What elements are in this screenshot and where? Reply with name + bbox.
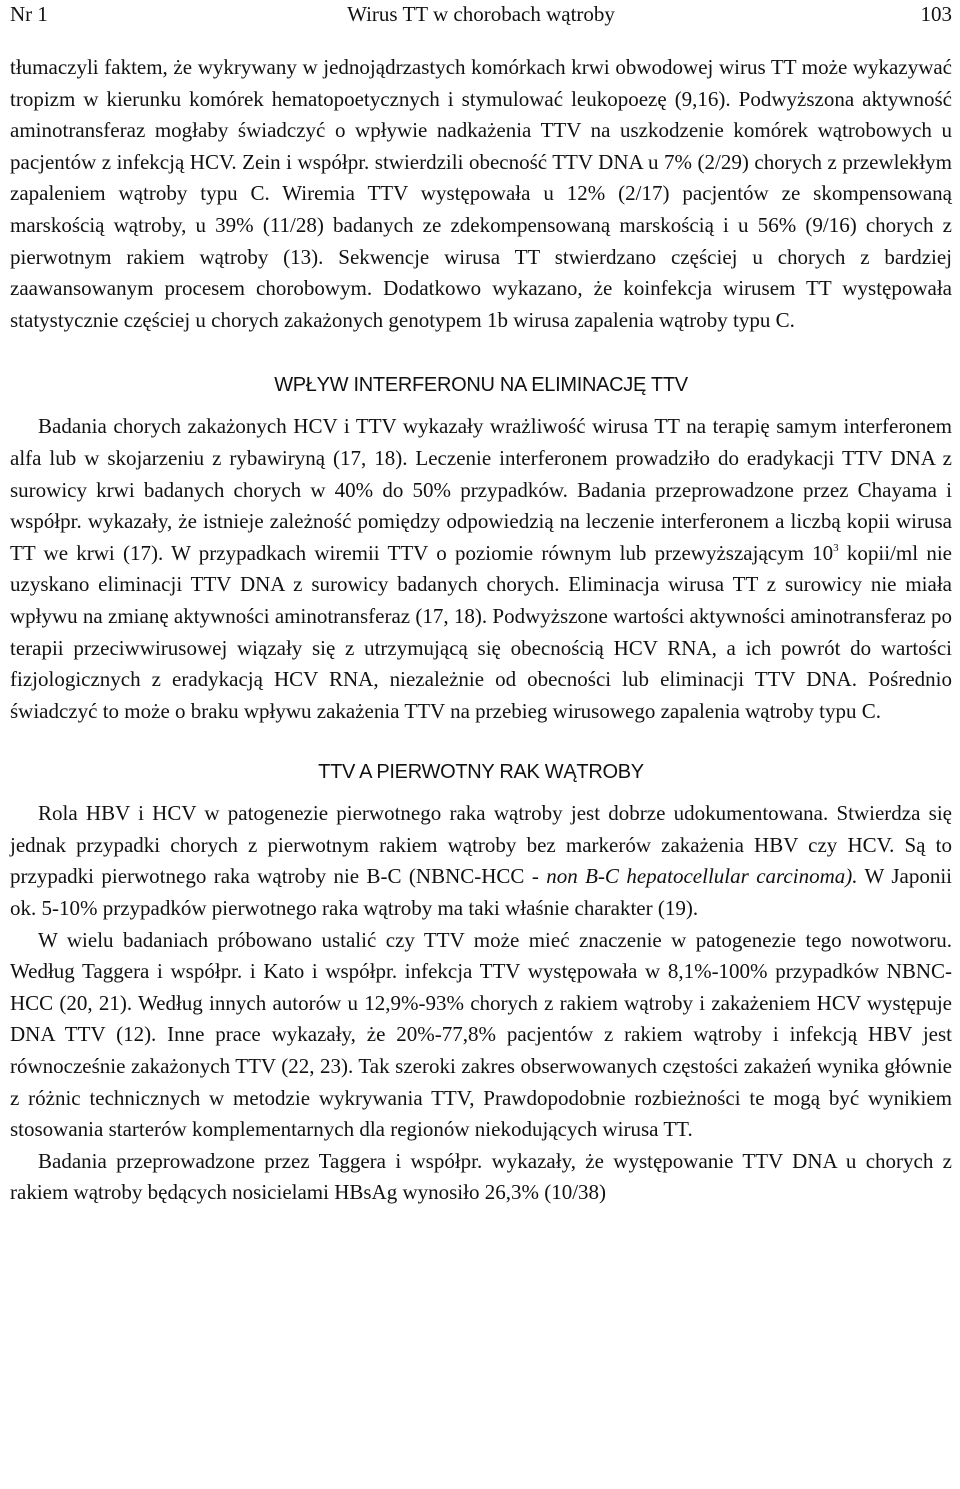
rak-p1-text-part2: W Japonii ok. 5-10% przypadków pierwotnego raka wątroby ma taki właśnie charakter (19). [10, 864, 952, 921]
page-number: 103 [920, 2, 952, 26]
intro-paragraph: tłumaczyli faktem, że wykrywany w jednojądrzastych komórkach krwi obwodowej wirus TT może wykazywać tropizm w kierunku komórek hematopoetycznych i stymulować leukopoezę (9,16). Podwyższona aktywność aminotransferaz mogłaby świadczyć o wpływie nadkażenia TTV na uszkodzenie komórek wątrobowych u pacjentów z infekcją HCV. Zein i współpr. stwierdzili obecność TTV DNA u 7% (2/29) chorych z przewlekłym zapaleniem wątroby typu C. Wiremia TTV występowała u 12% (2/17) pacjentów ze skompensowaną marskością wątroby, u 39% (11/28) badanych ze zdekompensowaną marskością i u 56% (9/16) chorych z pierwotnym rakiem wątroby (13). Sekwencje wirusa TT stwierdzano częściej u chorych z bardziej zaawansowanym procesem chorobowym. Dodatkowo wykazano, że koinfekcja wirusem TT występowała statystycznie częściej u chorych zakażonych genotypem 1b wirusa zapalenia wątroby typu C. [10, 55, 952, 332]
rak-paragraph-2: W wielu badaniach próbowano ustalić czy TTV może mieć znaczenie w patogenezie tego nowotworu. Według Taggera i współpr. i Kato i współpr. infekcja TTV występowała w 8,1%-100% przypadków NBNC-HCC (20, 21). Według innych autorów u 12,9%-93% chorych z rakiem wątroby i zakażeniem HCV występuje DNA TTV (12). Inne prace wykazały, że 20%-77,8% pacjentów z rakiem wątroby i infekcją HBV jest równocześnie zakażonych TTV (22, 23). Tak szeroki zakres obserwowanych częstości zakażeń wynika głównie z różnic technicznych w metodzie wykrywania TTV, Prawdopodobnie rozbieżności te mogą być wynikiem stosowania starterów komplementarnych dla regionów niekodujących wirusa TT. [10, 927, 952, 1142]
running-title: Wirus TT w chorobach wątroby [347, 2, 615, 26]
rak-p1-italic-term: non B-C hepatocellular carcinoma). [546, 864, 858, 889]
exponent-superscript: 3 [833, 541, 839, 554]
document-page [10, 0, 952, 1209]
interferon-text-part2: kopii/ml nie uzyskano eliminacji TTV DNA z surowicy badanych chorych. Eliminacja wirusa TT z surowicy nie miała wpływu na zmianę aktywności aminotransferaz (17, 18). Podwyższone wartości aktywności aminotransferaz po terapii przeciwwirusowej wiązały się z utrzymującą się obecnością HCV RNA, a ich powrót do wartości fizjologicznych z eradykacją HCV RNA, niezależnie od obecności lub eliminacji TTV DNA. Pośrednio świadczyć to może o braku wpływu zakażenia TTV na przebieg wirusowego zapalenia wątroby typu C. [10, 540, 952, 723]
interferon-text-part1: Badania chorych zakażonych HCV i TTV wykazały wrażliwość wirusa TT na terapię samym interferonem alfa lub w skojarzeniu z rybawiryną (17, 18). Leczenie interferonem prowadziło do eradykacji TTV DNA z surowicy krwi badanych chorych w 40% do 50% przypadków. Badania przeprowadzone przez Chayama i współpr. wykazały, że istnieje zależność pomiędzy odpowiedzią na leczenie interferonem a liczbą kopii wirusa TT we krwi (17). W przypadkach wiremii TTV o poziomie równym lub przewyższającym 10 [10, 414, 952, 565]
rak-p1-text-part1: Rola HBV i HCV w patogenezie pierwotnego raka wątroby jest dobrze udokumentowana. Stwierdza się jednak przypadki chorych z pierwotnym rakiem wątroby bez markerów zakażenia HBV czy HCV. Są to przypadki pierwotnego raka wątroby nie B-C (NBNC-HCC - [10, 801, 952, 889]
interferon-paragraph [10, 411, 952, 727]
issue-number: Nr 1 [10, 2, 48, 26]
rak-paragraph-3: Badania przeprowadzone przez Taggera i współpr. wykazały, że występowanie TTV DNA u chorych z rakiem wątroby będących nosicielami HBsAg wynosiło 26,3% (10/38) [10, 1148, 952, 1205]
rak-paragraph-1 [10, 798, 952, 924]
section-heading-rak: TTV A PIERWOTNY RAK WĄTROBY [318, 761, 644, 784]
section-heading-interferon: WPŁYW INTERFERONU NA ELIMINACJĘ TTV [274, 374, 688, 397]
running-header [10, 0, 952, 52]
